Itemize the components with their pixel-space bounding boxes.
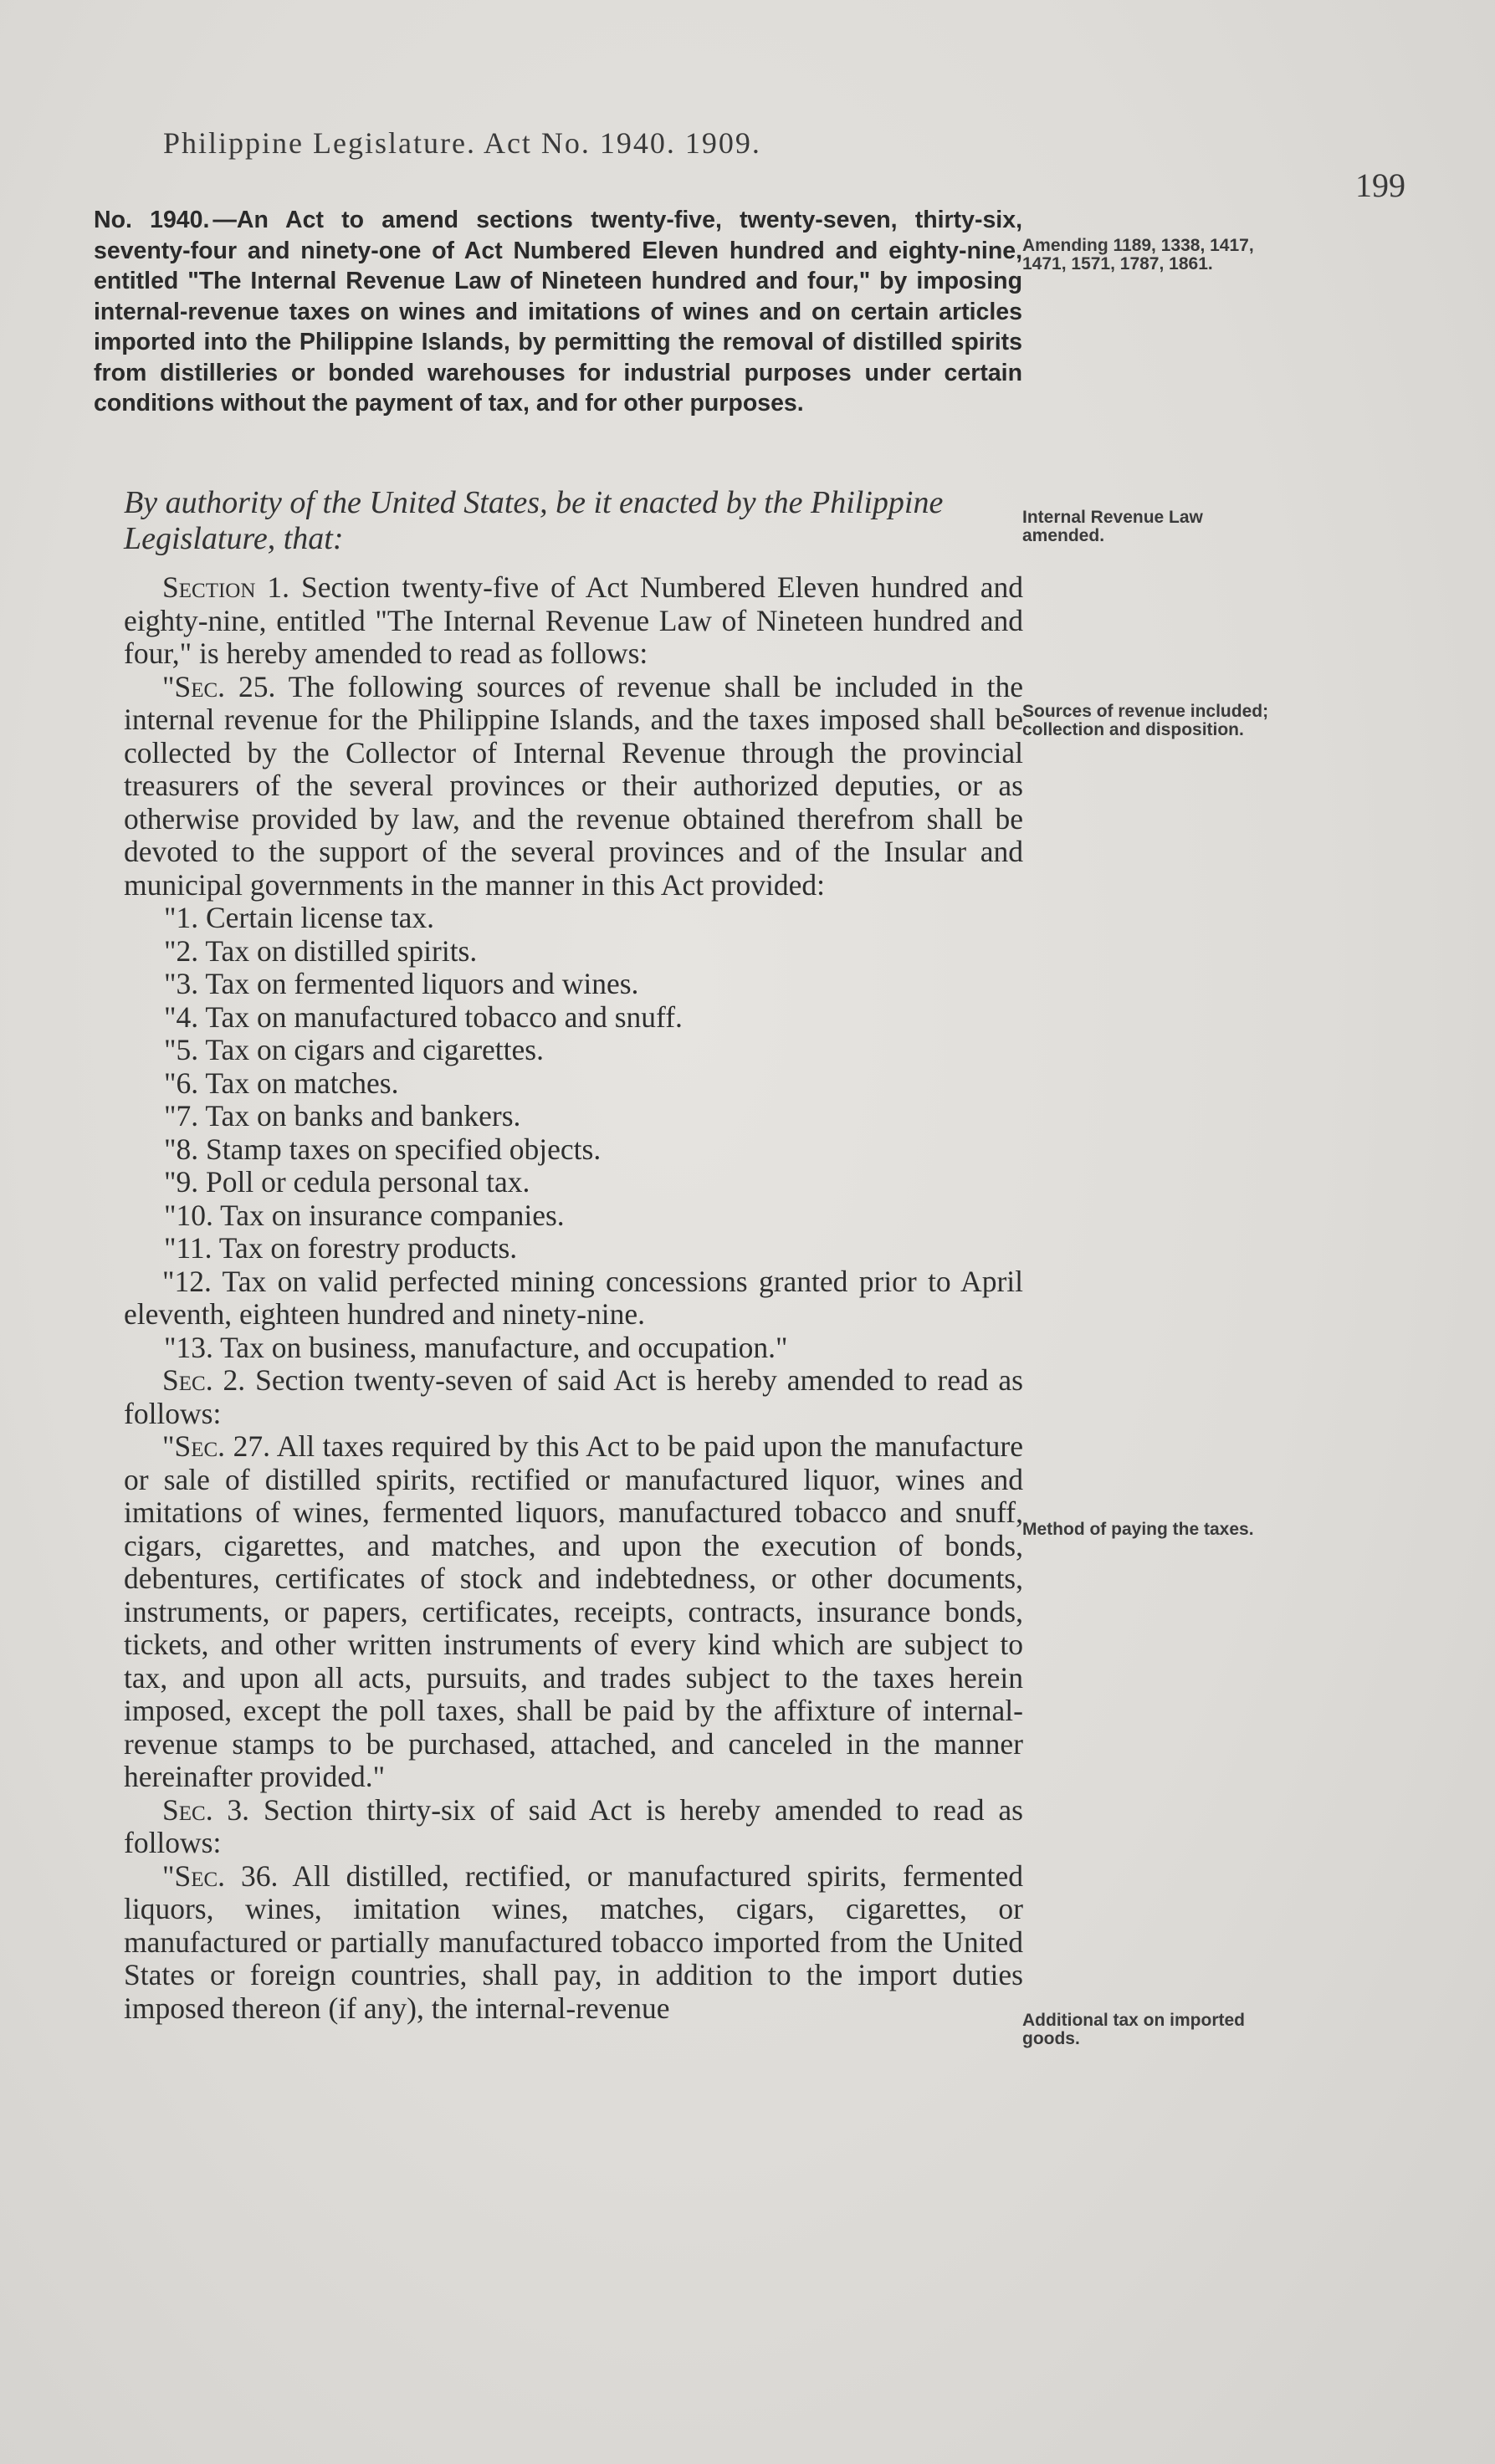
- page-number: 199: [1355, 166, 1405, 204]
- act-title-text: —An Act to amend sections twenty-five, twenty-seven, thirty-six, seventy-four and ninety-one of Act Numbered Eleven hundred and eighty-nine, entitled "The Internal Revenue Law of Nineteen hundred and four," by imposing internal-revenue taxes on wines and imitations of wines and on certain articles imported into the Philippine Islands, by permitting the removal of distilled spirits from distilleries or bonded warehouses for industrial purposes under certain conditions without the payment of tax, and for other purposes.: [94, 207, 1022, 417]
- sec-25-text: The following sources of revenue shall be included in the internal revenue for the Philippine Islands, and the taxes imposed shall be collected by the Collector of Internal Revenue through the provincial treasurers of the several provinces or their authorized deputies, or as otherwise provided by law, and the revenue obtained therefrom shall be devoted to the support of the several provinces and of the Insular and municipal governments in the manner in this Act provided:: [124, 669, 1023, 902]
- margin-note-additional-tax: Additional tax on imported goods.: [1022, 2011, 1245, 2048]
- section-2-text: Section twenty-seven of said Act is hereby amended to read as follows:: [124, 1363, 1023, 1430]
- sec-36: [124, 1860, 1023, 2026]
- enacting-clause: By authority of the United States, be it enacted by the Philippine Legislature, that:: [124, 485, 944, 556]
- act-number: No. 1940.: [94, 207, 210, 233]
- list-item: "10. Tax on insurance companies.: [164, 1198, 565, 1232]
- list-item: "3. Tax on fermented liquors and wines.: [164, 967, 639, 1000]
- list-item: "4. Tax on manufactured tobacco and snuff.: [164, 999, 683, 1034]
- margin-note-method: Method of paying the taxes.: [1022, 1520, 1254, 1539]
- sec-25: [124, 671, 1023, 902]
- section-1-text: Section twenty-five of Act Numbered Eleven hundred and eighty-nine, entitled "The Internal Revenue Law of Nineteen hundred and four," is hereby amended to read as follows:: [124, 570, 1023, 670]
- list-item: "11. Tax on forestry products.: [164, 1231, 518, 1265]
- list-item: "13. Tax on business, manufacture, and occupation.": [164, 1330, 788, 1364]
- sec-25-lead: "Sec. 25.: [162, 669, 276, 703]
- margin-note-law-amended: Internal Revenue Law amended.: [1022, 508, 1203, 545]
- act-body: [124, 571, 1023, 2025]
- section-3-lead: Sec. 3.: [162, 1792, 250, 1827]
- margin-note-sources: Sources of revenue included; collection and disposition.: [1022, 702, 1269, 739]
- sec-27-lead: "Sec. 27.: [162, 1429, 271, 1463]
- sec-27-text: All taxes required by this Act to be paid upon the manufacture or sale of distilled spirits, rectified or manufactured liquor, wines and imitations of wines, fermented liquors, manufactured tobacco and snuff, cigars, cigarettes, and matches, and upon the execution of bonds, debentures, certificates of stock and indebtedness, or other documents, instruments, or papers, certificates, receipts, contracts, insurance bonds, tickets, and other written instruments of every kind which are subject to tax, and upon all acts, pursuits, and trades subject to the taxes herein imposed, except the poll taxes, shall be paid by the affixture of internal-revenue stamps to be purchased, attached, and canceled in the manner hereinafter provided.": [124, 1429, 1024, 1793]
- list-item: "12. Tax on valid perfected mining concessions granted prior to April eleventh, eighteen hundred and ninety-nine.: [124, 1264, 1023, 1331]
- section-1-lead: Section 1.: [162, 570, 290, 604]
- section-3-text: Section thirty-six of said Act is hereby amended to read as follows:: [124, 1792, 1023, 1859]
- section-2: [124, 1364, 1023, 1430]
- act-title: [94, 205, 1022, 419]
- running-header: Philippine Legislature. Act No. 1940. 1909.: [163, 126, 761, 160]
- list-item: "5. Tax on cigars and cigarettes.: [164, 1033, 544, 1066]
- list-item: "1. Certain license tax.: [164, 901, 435, 934]
- section-3: [124, 1794, 1023, 1860]
- sec-36-text: All distilled, rectified, or manufactured spirits, fermented liquors, wines, imitation wines, matches, cigars, cigarettes, or manufactured or partially manufactured tobacco imported from the United States or foreign countries, shall pay, in addition to the import duties imposed thereon (if any), the internal-revenue: [124, 1858, 1023, 2025]
- list-item: "7. Tax on banks and bankers.: [164, 1099, 521, 1132]
- sec-36-lead: "Sec. 36.: [162, 1858, 279, 1893]
- list-item: "6. Tax on matches.: [164, 1066, 399, 1100]
- margin-note-amending: Amending 1189, 1338, 1417, 1471, 1571, 1787, 1861.: [1022, 236, 1254, 273]
- list-item: "2. Tax on distilled spirits.: [164, 933, 478, 968]
- list-item: "8. Stamp taxes on specified objects.: [164, 1132, 602, 1166]
- section-2-lead: Sec. 2.: [162, 1363, 246, 1397]
- section-1: [124, 571, 1023, 671]
- list-item: "9. Poll or cedula personal tax.: [164, 1165, 530, 1199]
- sec-27: [124, 1430, 1023, 1794]
